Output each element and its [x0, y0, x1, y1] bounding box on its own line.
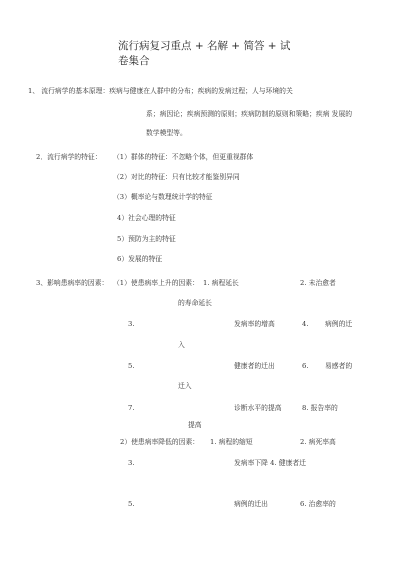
section-2-item-2: （2）对比的特征：只有比较才能鉴别异同 — [113, 173, 240, 181]
section-3-subheading-rise: （1）使患病率上升的因素： — [113, 279, 199, 287]
section-1-text-cont2: 数学模型等。 — [146, 129, 187, 137]
fall-factor-2: 2. 病死率高 — [300, 438, 336, 446]
rise-factor-1: 1. 病程延长 — [203, 279, 239, 287]
fall-factor-3-4: 发病率下降 4. 健康者迁 — [234, 459, 306, 467]
document-title-line2: 卷集合 — [118, 55, 150, 67]
rise-factor-7: 诊断水平的提高 — [234, 404, 282, 412]
fall-factor-3-num: 3. — [128, 459, 135, 467]
section-2-item-5: 5）预防为主的特征 — [117, 235, 176, 243]
section-2-heading: 2．流行病学的特征： — [36, 153, 102, 161]
section-1-text-cont: 系；病因论；疾病预测的原则；疾病防制的原则和策略；疾病 发展的 — [146, 110, 353, 118]
section-2-item-1: （1）群体的特征：不忽略个体，但更重视群体 — [113, 153, 254, 161]
rise-factor-2: 2. 未治愈者 — [300, 279, 336, 287]
rise-factor-8: 8. 报告率的 — [302, 404, 338, 412]
section-3-subheading-fall: 2）使患病率降低的因素： — [120, 438, 200, 446]
rise-factor-5: 健康者的迁出 — [234, 362, 275, 370]
section-2-item-4: 4）社会心理的特征 — [117, 214, 176, 222]
fall-factor-5: 病例的迁出 — [234, 500, 268, 508]
rise-factor-7-num: 7. — [128, 404, 135, 412]
section-1-text: 1、 流行病学的基本原理：疾病与健康在人群中的分布；疾病的发病过程；人与环境的关 — [28, 87, 293, 95]
document-title: 流行病复习重点 + 名解 + 简答 + 试 — [118, 40, 291, 52]
fall-factor-1: 1. 病程的缩短 — [210, 438, 253, 446]
rise-factor-6-cont: 迁入 — [178, 382, 192, 390]
rise-factor-2-cont: 的寿命延长 — [178, 299, 212, 307]
rise-factor-3-num: 3. — [128, 320, 135, 328]
rise-factor-6-num: 6. — [302, 362, 309, 370]
section-2-item-3: （3）概率论与数理统计学的特征 — [113, 193, 213, 201]
fall-factor-6: 6. 治愈率的 — [300, 500, 336, 508]
rise-factor-4-cont: 入 — [178, 341, 185, 349]
fall-factor-5-num: 5. — [128, 500, 135, 508]
rise-factor-3: 发病率的增高 — [234, 320, 275, 328]
rise-factor-8-cont: 提高 — [188, 421, 202, 429]
rise-factor-4: 病例的迁 — [325, 320, 353, 328]
rise-factor-5-num: 5. — [128, 362, 135, 370]
section-2-item-6: 6）发展的特征 — [117, 255, 163, 263]
rise-factor-6: 易感者的 — [325, 362, 353, 370]
section-3-heading: 3、影响患病率的因素： — [36, 279, 109, 287]
rise-factor-4-num: 4. — [302, 320, 309, 328]
